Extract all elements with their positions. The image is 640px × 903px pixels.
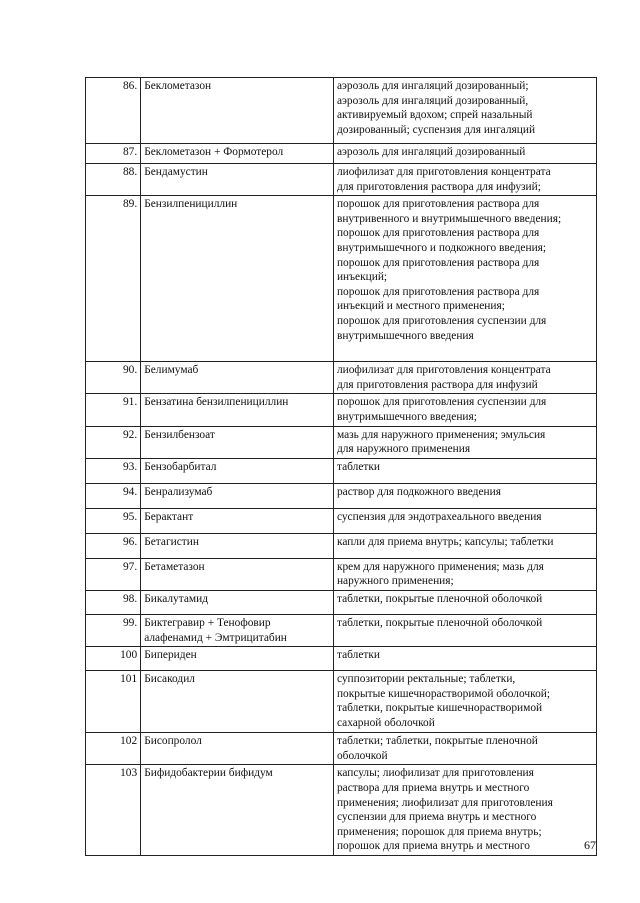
drug-name: Бензобарбитал [141, 458, 334, 483]
dosage-form-line: для приготовления раствора для инфузий; [336, 180, 541, 193]
drug-name: Биктегравир + Тенофовир алафенамид + Эмтрицитабин [141, 614, 334, 646]
dosage-forms [333, 765, 596, 856]
dosage-forms [333, 671, 596, 733]
dosage-form-line: порошок для приготовления суспензии для [336, 396, 547, 409]
table-row [86, 394, 597, 426]
dosage-forms [333, 196, 596, 362]
dosage-form-line: таблетки [336, 460, 380, 473]
table-row [86, 614, 597, 646]
dosage-forms [333, 614, 596, 646]
dosage-form-line: капсулы; лиофилизат для приготовления [336, 767, 534, 780]
row-number: 88. [86, 164, 141, 196]
dosage-form-line: порошок для приема внутрь и местного [336, 840, 530, 853]
dosage-form-line: дозированный; суспензия для ингаляций [336, 123, 536, 136]
table-row [86, 558, 597, 590]
row-number: 99. [86, 614, 141, 646]
dosage-form-line: крем для наружного применения; мазь для [336, 560, 544, 573]
dosage-form-line: покрытые кишечнорастворимой оболочкой; [336, 687, 551, 700]
row-number: 94. [86, 483, 141, 508]
dosage-form-line: таблетки [336, 649, 380, 662]
drug-name: Бикалутамид [141, 590, 334, 614]
dosage-form-line: лиофилизат для приготовления концентрата [336, 364, 551, 377]
table-row [86, 426, 597, 458]
row-number: 101 [86, 671, 141, 733]
dosage-form-line: раствор для подкожного введения [336, 485, 501, 498]
drug-name: Бетагистин [141, 533, 334, 558]
dosage-form-line: порошок для приготовления раствора для [336, 285, 540, 298]
dosage-form-line: оболочкой [336, 749, 388, 762]
dosage-form-line: раствора для приема внутрь и местного [336, 781, 530, 794]
page-number: 67 [584, 838, 596, 852]
dosage-form-line: применения; порошок для приема внутрь; [336, 825, 542, 838]
drug-name: Бензилбензоат [141, 426, 334, 458]
dosage-form-line: активируемый вдохом; спрей назальный [336, 109, 533, 122]
dosage-form-line: таблетки, покрытые пленочной оболочкой [336, 592, 543, 605]
dosage-form-line: суспензия для эндотрахеального введения [336, 510, 542, 523]
drug-name: Бензилпенициллин [141, 196, 334, 362]
dosage-form-line: инъекций и местного применения; [336, 300, 505, 313]
dosage-form-line: таблетки, покрытые пленочной оболочкой [336, 616, 543, 629]
dosage-forms [333, 458, 596, 483]
row-number: 91. [86, 394, 141, 426]
table-row [86, 765, 597, 856]
dosage-form-line: аэрозоль для ингаляций дозированный, [336, 94, 529, 107]
drug-name: Беклометазон [141, 78, 334, 144]
drug-name: Бетаметазон [141, 558, 334, 590]
table-row [86, 196, 597, 362]
dosage-form-line: сахарной оболочкой [336, 716, 435, 729]
dosage-form-line: применения; лиофилизат для приготовления [336, 796, 553, 809]
table-row [86, 733, 597, 765]
table-row [86, 533, 597, 558]
dosage-forms [333, 508, 596, 533]
row-number: 93. [86, 458, 141, 483]
dosage-form-line: суппозитории ректальные; таблетки, [336, 673, 516, 686]
dosage-form-line: аэрозоль для ингаляций дозированный [336, 146, 526, 158]
table-row [86, 164, 597, 196]
dosage-forms [333, 590, 596, 614]
drug-name: Бенрализумаб [141, 483, 334, 508]
row-number: 92. [86, 426, 141, 458]
table-row [86, 362, 597, 394]
dosage-form-line: мазь для наружного применения; эмульсия [336, 428, 546, 441]
dosage-form-line: порошок для приготовления раствора для [336, 256, 540, 269]
table-row [86, 78, 597, 144]
table-row [86, 144, 597, 164]
table-row [86, 590, 597, 614]
dosage-form-line: таблетки, покрытые кишечнорастворимой [336, 702, 543, 715]
row-number: 97. [86, 558, 141, 590]
drug-name: Беклометазон + Формотерол [141, 144, 334, 164]
dosage-form-line: аэрозоль для ингаляций дозированный; [336, 80, 529, 92]
dosage-forms [333, 144, 596, 164]
drug-name: Бендамустин [141, 164, 334, 196]
row-number: 87. [86, 144, 141, 164]
drug-list-body [86, 78, 597, 856]
dosage-forms [333, 394, 596, 426]
dosage-forms [333, 533, 596, 558]
row-number: 89. [86, 196, 141, 362]
drug-name: Берактант [141, 508, 334, 533]
row-number: 103 [86, 765, 141, 856]
dosage-forms [333, 362, 596, 394]
dosage-forms [333, 558, 596, 590]
table-row [86, 458, 597, 483]
drug-name: Белимумаб [141, 362, 334, 394]
table-row [86, 647, 597, 671]
dosage-form-line: внутримышечного введения; [336, 410, 477, 423]
table-row [86, 483, 597, 508]
row-number: 95. [86, 508, 141, 533]
row-number: 96. [86, 533, 141, 558]
dosage-form-line: инъекций; [336, 271, 388, 284]
dosage-forms [333, 647, 596, 671]
dosage-forms [333, 78, 596, 144]
dosage-forms [333, 164, 596, 196]
drug-name: Бензатина бензилпенициллин [141, 394, 334, 426]
row-number: 86. [86, 78, 141, 144]
dosage-forms [333, 426, 596, 458]
table-row [86, 671, 597, 733]
dosage-form-line: для наружного применения [336, 443, 471, 456]
dosage-form-line: наружного применения; [336, 575, 454, 588]
dosage-form-line: лиофилизат для приготовления концентрата [336, 166, 551, 178]
drug-name: Бисопролол [141, 733, 334, 765]
row-number: 100 [86, 647, 141, 671]
row-number: 102 [86, 733, 141, 765]
dosage-form-line: внутримышечного и подкожного введения; [336, 241, 547, 254]
drug-name: Бифидобактерии бифидум [141, 765, 334, 856]
drug-name: Бисакодил [141, 671, 334, 733]
row-number: 98. [86, 590, 141, 614]
dosage-form-line: таблетки; таблетки, покрытые пленочной [336, 735, 538, 748]
table-row [86, 508, 597, 533]
dosage-form-line: капли для приема внутрь; капсулы; таблетки [336, 535, 554, 548]
dosage-form-line: порошок для приготовления суспензии для [336, 314, 547, 327]
row-number: 90. [86, 362, 141, 394]
dosage-form-line: суспензии для приема внутрь и местного [336, 811, 537, 824]
dosage-form-line: внутривенного и внутримышечного введения; [336, 212, 562, 225]
dosage-form-line: для приготовления раствора для инфузий [336, 378, 538, 391]
dosage-form-line: порошок для приготовления раствора для [336, 198, 540, 211]
dosage-form-line: порошок для приготовления раствора для [336, 227, 540, 240]
dosage-forms [333, 733, 596, 765]
dosage-form-line: внутримышечного введения [336, 329, 474, 342]
drug-name: Бипериден [141, 647, 334, 671]
drug-list-table [85, 77, 597, 856]
dosage-forms [333, 483, 596, 508]
